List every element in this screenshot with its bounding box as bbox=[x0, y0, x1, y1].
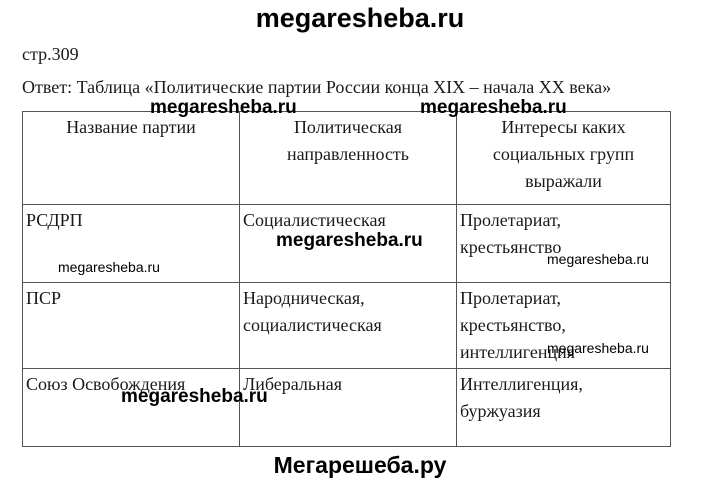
cell-line: ПСР bbox=[26, 288, 62, 308]
cell-interests bbox=[457, 205, 671, 283]
watermark-overlay: megaresheba.ru bbox=[547, 251, 649, 267]
cell-line: Пролетариат, bbox=[460, 210, 561, 230]
parties-table bbox=[22, 111, 671, 447]
cell-line: Народническая, bbox=[243, 288, 365, 308]
table-row bbox=[23, 369, 671, 447]
table-header-row bbox=[23, 112, 671, 205]
cell-line: Интеллигенция, bbox=[460, 374, 583, 394]
cell-line: социалистическая bbox=[243, 315, 382, 335]
cell-line: Интересы каких bbox=[501, 117, 626, 137]
cell-line: Социалистическая bbox=[243, 210, 386, 230]
header-social-groups bbox=[457, 112, 671, 205]
cell-direction bbox=[240, 283, 457, 369]
watermark-overlay: megaresheba.ru bbox=[276, 230, 423, 251]
watermark-overlay: megaresheba.ru bbox=[150, 97, 297, 118]
cell-line: Политическая bbox=[293, 117, 403, 137]
cell-line: выражали bbox=[525, 171, 602, 191]
cell-interests bbox=[457, 369, 671, 447]
cell-line: Название партии bbox=[66, 117, 196, 137]
cell-party bbox=[23, 283, 240, 369]
watermark-overlay: megaresheba.ru bbox=[420, 97, 567, 118]
cell-line: Либеральная bbox=[243, 374, 342, 394]
cell-line: социальных групп bbox=[492, 144, 635, 164]
cell-line: Союз Освобождения bbox=[26, 374, 186, 394]
watermark-overlay: megaresheba.ru bbox=[547, 340, 649, 356]
watermark-overlay: megaresheba.ru bbox=[58, 259, 160, 275]
cell-direction bbox=[240, 369, 457, 447]
answer-title: Ответ: Таблица «Политические партии России конца XIX – начала XX века» bbox=[22, 77, 612, 97]
page-reference: стр.309 bbox=[22, 44, 79, 64]
cell-line: Пролетариат, bbox=[460, 288, 561, 308]
site-watermark-header: megaresheba.ru bbox=[255, 3, 465, 33]
site-watermark-footer: Мегарешеба.ру bbox=[273, 452, 447, 478]
header-party-name bbox=[23, 112, 240, 205]
cell-line: крестьянство, bbox=[460, 315, 566, 335]
cell-line: РСДРП bbox=[26, 210, 83, 230]
header-political-direction bbox=[240, 112, 457, 205]
cell-line: интеллигенция bbox=[460, 342, 576, 362]
cell-line: буржуазия bbox=[460, 401, 541, 421]
watermark-overlay: megaresheba.ru bbox=[121, 386, 268, 407]
cell-line: крестьянство bbox=[460, 237, 562, 257]
cell-line: направленность bbox=[286, 144, 410, 164]
